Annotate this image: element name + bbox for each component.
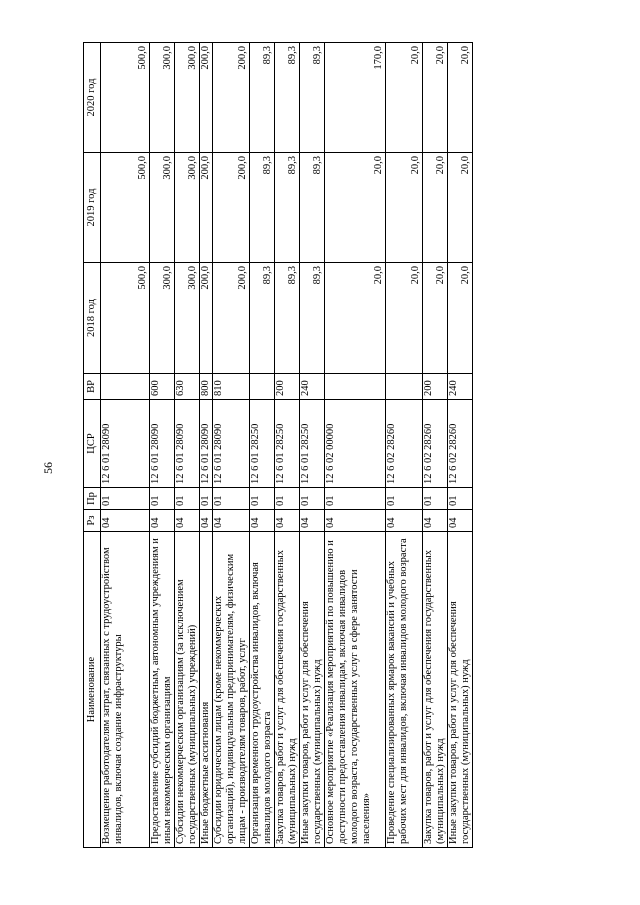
row-csr: 12 6 01 28090 bbox=[175, 400, 200, 488]
row-2020: 89,3 bbox=[250, 43, 275, 153]
row-vr: 800 bbox=[200, 374, 213, 400]
row-rz: 04 bbox=[250, 510, 275, 532]
row-name: Иные закупки товаров, работ и услуг для обеспечения государственных (муниципальных) нужд bbox=[300, 532, 325, 848]
row-2020: 20,0 bbox=[448, 43, 473, 153]
page-number: 56 bbox=[41, 462, 55, 474]
row-pr: 01 bbox=[386, 488, 423, 510]
row-rz: 04 bbox=[150, 510, 175, 532]
row-2020: 200,0 bbox=[213, 43, 250, 153]
row-vr: 600 bbox=[150, 374, 175, 400]
table-row bbox=[150, 43, 175, 848]
row-rz: 04 bbox=[423, 510, 448, 532]
row-csr: 12 6 01 28090 bbox=[101, 400, 150, 488]
row-rz: 04 bbox=[275, 510, 300, 532]
row-vr: 630 bbox=[175, 374, 200, 400]
row-2018: 500,0 bbox=[101, 263, 150, 374]
row-name: Проведение специализированных ярмарок вакансий и учебных рабочих мест для инвалидов, включая инвалидов молодого возраста bbox=[386, 532, 423, 848]
row-pr: 01 bbox=[175, 488, 200, 510]
row-2018: 20,0 bbox=[325, 263, 386, 374]
header-2020: 2020 год bbox=[84, 43, 101, 153]
budget-table bbox=[83, 42, 473, 848]
row-2020: 300,0 bbox=[150, 43, 175, 153]
row-rz: 04 bbox=[325, 510, 386, 532]
row-2018: 300,0 bbox=[175, 263, 200, 374]
table-row bbox=[275, 43, 300, 848]
table-row bbox=[250, 43, 275, 848]
row-2019: 89,3 bbox=[300, 153, 325, 263]
row-name: Основное мероприятие «Реализация мероприятий по повышению и доступности предоставления инвалидам, включая инвалидов молодого возраста, государственных услуг в сфере занятости населения» bbox=[325, 532, 386, 848]
row-csr: 12 6 01 28250 bbox=[250, 400, 275, 488]
row-csr: 12 6 01 28090 bbox=[200, 400, 213, 488]
row-csr: 12 6 02 28260 bbox=[448, 400, 473, 488]
table-row bbox=[101, 43, 150, 848]
row-pr: 01 bbox=[200, 488, 213, 510]
row-vr bbox=[250, 374, 275, 400]
row-2019: 300,0 bbox=[175, 153, 200, 263]
row-2018: 20,0 bbox=[423, 263, 448, 374]
row-2019: 20,0 bbox=[386, 153, 423, 263]
row-2018: 20,0 bbox=[448, 263, 473, 374]
row-vr: 200 bbox=[275, 374, 300, 400]
row-2018: 89,3 bbox=[300, 263, 325, 374]
row-name: Предоставление субсидий бюджетным, автономным учреждениям и иным некоммерческим организациям bbox=[150, 532, 175, 848]
row-vr bbox=[386, 374, 423, 400]
row-2019: 20,0 bbox=[448, 153, 473, 263]
row-2019: 200,0 bbox=[213, 153, 250, 263]
row-2020: 89,3 bbox=[300, 43, 325, 153]
row-vr: 200 bbox=[423, 374, 448, 400]
row-rz: 04 bbox=[300, 510, 325, 532]
row-2019: 20,0 bbox=[423, 153, 448, 263]
row-vr: 240 bbox=[300, 374, 325, 400]
row-2020: 170,0 bbox=[325, 43, 386, 153]
row-2020: 20,0 bbox=[423, 43, 448, 153]
header-2018: 2018 год bbox=[84, 263, 101, 374]
row-name: Закупка товаров, работ и услуг для обеспечения государственных (муниципальных) нужд bbox=[275, 532, 300, 848]
row-name: Организация временного трудоустройства инвалидов, включая инвалидов молодого возраста bbox=[250, 532, 275, 848]
table-row bbox=[448, 43, 473, 848]
row-pr: 01 bbox=[325, 488, 386, 510]
row-2020: 20,0 bbox=[386, 43, 423, 153]
table-row bbox=[423, 43, 448, 848]
row-rz: 04 bbox=[448, 510, 473, 532]
table-row bbox=[213, 43, 250, 848]
header-csr: ЦСР bbox=[84, 400, 101, 488]
table-row bbox=[325, 43, 386, 848]
row-pr: 01 bbox=[448, 488, 473, 510]
header-name: Наименование bbox=[84, 532, 101, 848]
row-2019: 200,0 bbox=[200, 153, 213, 263]
row-2019: 89,3 bbox=[275, 153, 300, 263]
row-name: Субсидии юридическим лицам (кроме некоммерческих организаций), индивидуальным предпринимателям, физическим лицам - производителям товаров, работ, услуг bbox=[213, 532, 250, 848]
row-2020: 300,0 bbox=[175, 43, 200, 153]
row-2020: 200,0 bbox=[200, 43, 213, 153]
header-vr: ВР bbox=[84, 374, 101, 400]
row-2019: 20,0 bbox=[325, 153, 386, 263]
row-name: Иные бюджетные ассигнования bbox=[200, 532, 213, 848]
row-pr: 01 bbox=[213, 488, 250, 510]
row-2018: 200,0 bbox=[200, 263, 213, 374]
row-pr: 01 bbox=[423, 488, 448, 510]
row-2019: 300,0 bbox=[150, 153, 175, 263]
row-csr: 12 6 02 28260 bbox=[423, 400, 448, 488]
rotated-table-container bbox=[83, 43, 523, 848]
row-csr: 12 6 01 28090 bbox=[150, 400, 175, 488]
row-2018: 89,3 bbox=[275, 263, 300, 374]
row-2018: 200,0 bbox=[213, 263, 250, 374]
row-csr: 12 6 01 28250 bbox=[275, 400, 300, 488]
header-2019: 2019 год bbox=[84, 153, 101, 263]
row-vr: 240 bbox=[448, 374, 473, 400]
row-csr: 12 6 01 28090 bbox=[213, 400, 250, 488]
row-2019: 500,0 bbox=[101, 153, 150, 263]
row-2018: 300,0 bbox=[150, 263, 175, 374]
row-csr: 12 6 02 28260 bbox=[386, 400, 423, 488]
row-pr: 01 bbox=[300, 488, 325, 510]
row-2020: 89,3 bbox=[275, 43, 300, 153]
row-vr: 810 bbox=[213, 374, 250, 400]
row-2020: 500,0 bbox=[101, 43, 150, 153]
row-rz: 04 bbox=[175, 510, 200, 532]
row-name: Субсидии некоммерческим организациям (за исключением государственных (муниципальных) учреждений) bbox=[175, 532, 200, 848]
row-name: Иные закупки товаров, работ и услуг для обеспечения государственных (муниципальных) нужд bbox=[448, 532, 473, 848]
row-csr: 12 6 01 28250 bbox=[300, 400, 325, 488]
row-pr: 01 bbox=[101, 488, 150, 510]
row-pr: 01 bbox=[150, 488, 175, 510]
header-rz: Рз bbox=[84, 510, 101, 532]
row-rz: 04 bbox=[200, 510, 213, 532]
row-rz: 04 bbox=[213, 510, 250, 532]
row-rz: 04 bbox=[101, 510, 150, 532]
header-pr: Пр bbox=[84, 488, 101, 510]
row-2019: 89,3 bbox=[250, 153, 275, 263]
row-rz: 04 bbox=[386, 510, 423, 532]
table-row bbox=[175, 43, 200, 848]
row-name: Закупка товаров, работ и услуг для обеспечения государственных (муниципальных) нужд bbox=[423, 532, 448, 848]
row-pr: 01 bbox=[250, 488, 275, 510]
row-name: Возмещение работодателям затрат, связанных с трудоустройством инвалидов, включая создание инфраструктуры bbox=[101, 532, 150, 848]
row-vr bbox=[325, 374, 386, 400]
row-csr: 12 6 02 00000 bbox=[325, 400, 386, 488]
header-row bbox=[84, 43, 101, 848]
row-2018: 89,3 bbox=[250, 263, 275, 374]
row-pr: 01 bbox=[275, 488, 300, 510]
table-row bbox=[200, 43, 213, 848]
row-2018: 20,0 bbox=[386, 263, 423, 374]
table-row bbox=[386, 43, 423, 848]
table-row bbox=[300, 43, 325, 848]
row-vr bbox=[101, 374, 150, 400]
